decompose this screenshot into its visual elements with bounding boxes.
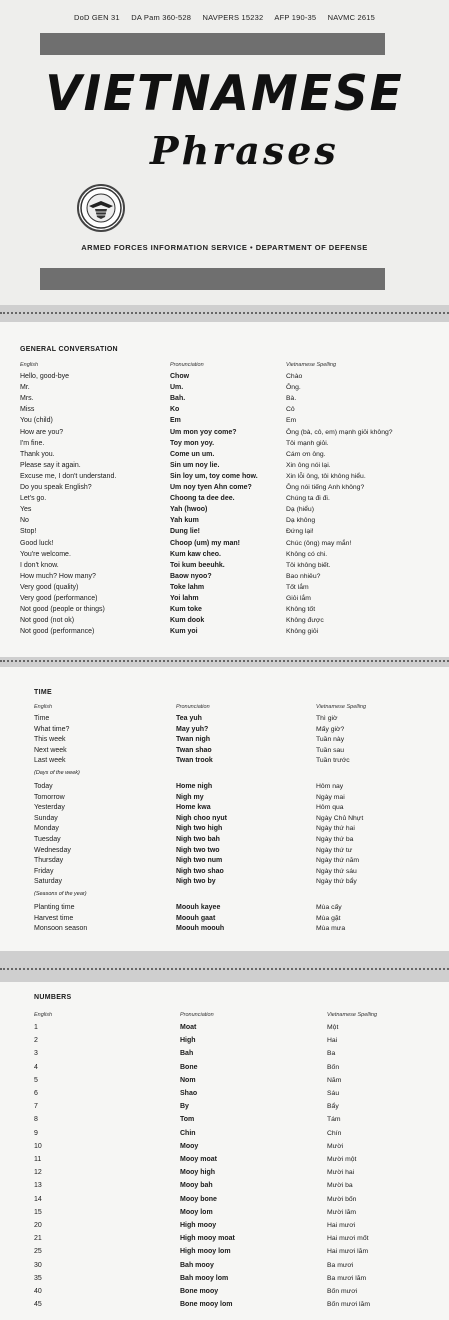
phrase-row [0, 724, 449, 735]
subsection-label: (Days of the week) [34, 770, 80, 776]
pronunciation-cell: Moouh gaat [176, 914, 216, 922]
phrase-row [0, 549, 449, 560]
english-cell: 9 [34, 1129, 38, 1137]
english-cell: Miss [20, 406, 35, 414]
english-cell: You (child) [20, 417, 53, 425]
english-cell: Stop! [20, 528, 37, 536]
english-cell: Excuse me, I don't understand. [20, 472, 117, 480]
phrase-row [0, 526, 449, 537]
fold-divider [0, 968, 449, 971]
english-cell: Yes [20, 506, 32, 514]
english-cell: Friday [34, 867, 54, 875]
phrase-row [0, 593, 449, 604]
pronunciation-cell: Kum dook [170, 617, 205, 625]
phrase-row [0, 1167, 449, 1178]
english-cell: Last week [34, 757, 66, 765]
pronunciation-cell: May yuh? [176, 725, 209, 733]
vietnamese-cell: Chín [327, 1129, 342, 1137]
vietnamese-cell: Tuần sau [316, 746, 345, 754]
pronunciation-cell: Tom [180, 1116, 195, 1124]
pronunciation-cell: Bah mooy [180, 1261, 214, 1269]
column-header-english: English [34, 704, 53, 710]
pronunciation-cell: Bah mooy lom [180, 1274, 229, 1282]
english-cell: 10 [34, 1142, 42, 1150]
pronunciation-cell: Dung lie! [170, 528, 200, 536]
phrase-row [0, 493, 449, 504]
english-cell: Thursday [34, 857, 64, 865]
english-cell: 4 [34, 1063, 38, 1071]
vietnamese-cell: Bà. [286, 395, 297, 403]
english-cell: 3 [34, 1050, 38, 1058]
english-cell: Harvest time [34, 914, 74, 922]
english-cell: Please say it again. [20, 461, 81, 469]
phrase-row [0, 1101, 449, 1112]
vietnamese-cell: Bao nhiêu? [286, 572, 321, 580]
vietnamese-cell: Ông (bà, cô, em) mạnh giỏi không? [286, 428, 393, 436]
pronunciation-cell: Twan trook [176, 757, 213, 765]
vietnamese-cell: Ngày thứ bẩy [316, 878, 357, 886]
vietnamese-cell: Mười [327, 1142, 344, 1150]
pronunciation-cell: High [180, 1037, 196, 1045]
phrase-row [0, 1141, 449, 1152]
publisher-line: ARMED FORCES INFORMATION SERVICE • DEPARTMENT OF DEFENSE [81, 243, 368, 252]
phrase-row [0, 393, 449, 404]
pronunciation-cell: Shao [180, 1090, 198, 1097]
vietnamese-cell: Thì giờ [316, 715, 338, 722]
english-cell: How much? How many? [20, 572, 96, 580]
vietnamese-cell: Chúng ta đi đi. [286, 495, 330, 503]
vietnamese-cell: Ngày mai [316, 793, 345, 801]
phrase-row [0, 866, 449, 877]
english-cell: 25 [34, 1248, 42, 1256]
vietnamese-cell: Bẩy [327, 1103, 339, 1111]
english-cell: What time? [34, 725, 70, 733]
phrase-row [0, 582, 449, 593]
english-cell: 6 [34, 1090, 38, 1097]
vietnamese-cell: Không có chi. [286, 550, 328, 558]
pronunciation-cell: Nigh choo nyut [176, 814, 227, 822]
english-cell: Monsoon season [34, 925, 88, 933]
vietnamese-cell: Tôi mạnh giỏi. [286, 439, 329, 447]
phrase-row [0, 538, 449, 549]
vietnamese-cell: Bốn mươi [327, 1288, 358, 1295]
column-header-vietnamese: Vietnamese Spelling [286, 362, 337, 368]
vietnamese-cell: Ngày thứ năm [316, 857, 360, 865]
pronunciation-cell: Nigh two bah [176, 836, 220, 843]
english-cell: Not good (people or things) [20, 606, 105, 614]
english-cell: Monday [34, 825, 59, 833]
vietnamese-cell: Mùa mưa [316, 925, 346, 933]
vietnamese-cell: Hôm qua [316, 804, 344, 812]
english-cell: Very good (quality) [20, 583, 79, 591]
english-cell: No [20, 517, 29, 525]
pronunciation-cell: Twan shao [176, 746, 212, 754]
vietnamese-cell: Ba mươi [327, 1261, 354, 1269]
pronunciation-cell: Um. [170, 384, 184, 392]
vietnamese-cell: Tuần trước [316, 757, 350, 765]
publication-codes: DoD GEN 31 DA Pam 360-528 NAVPERS 15232 AFP 190-35 NAVMC 2615 [74, 13, 375, 22]
pronunciation-cell: Mooy moat [180, 1156, 217, 1163]
english-cell: Mrs. [20, 395, 34, 403]
phrase-row [0, 460, 449, 471]
vietnamese-cell: Ba mươi lăm [327, 1274, 367, 1282]
vietnamese-cell: Chào [286, 373, 303, 380]
pronunciation-cell: Bah. [170, 395, 186, 403]
vietnamese-cell: Giỏi lắm [286, 595, 311, 602]
phrase-row [0, 560, 449, 571]
english-cell: 7 [34, 1103, 38, 1111]
general-conversation-section [0, 322, 449, 657]
phrase-row [0, 1286, 449, 1297]
phrase-row [0, 571, 449, 582]
vietnamese-cell: Không được [286, 617, 324, 625]
vietnamese-cell: Ngày thứ sáu [316, 867, 357, 875]
phrase-row [0, 1048, 449, 1059]
pronunciation-cell: Nom [180, 1076, 196, 1084]
vietnamese-cell: Cô [286, 406, 295, 414]
english-cell: 35 [34, 1274, 42, 1282]
cover-subtitle: Phrases [150, 128, 339, 173]
english-cell: Good luck! [20, 539, 54, 547]
phrase-row [0, 876, 449, 887]
subsection-label: (Seasons of the year) [34, 891, 87, 897]
column-header-vietnamese: Vietnamese Spelling [316, 704, 367, 710]
phrase-row [0, 1035, 449, 1046]
pronunciation-cell: Chow [170, 373, 190, 380]
english-cell: Thank you. [20, 450, 55, 458]
english-cell: 40 [34, 1288, 42, 1295]
english-cell: Tomorrow [34, 793, 65, 801]
pronunciation-cell: Nigh my [176, 793, 204, 801]
english-cell: 30 [34, 1261, 42, 1269]
vietnamese-cell: Ngày Chủ Nhựt [316, 814, 364, 822]
column-header-pronunciation: Pronunciation [180, 1012, 214, 1018]
vietnamese-cell: Không giỏi [286, 628, 319, 636]
vietnamese-cell: Cám ơn ông. [286, 450, 326, 458]
english-cell: Not good (performance) [20, 628, 95, 636]
phrase-row [0, 415, 449, 426]
column-header-english: English [34, 1012, 53, 1018]
vietnamese-cell: Mấy giờ? [316, 725, 345, 733]
phrase-row [0, 1075, 449, 1086]
pronunciation-cell: Yoi lahm [170, 595, 199, 602]
column-header-pronunciation: Pronunciation [176, 704, 210, 710]
phrase-row [0, 471, 449, 482]
vietnamese-cell: Dạ (hiểu) [286, 506, 314, 514]
pronunciation-cell: Sin loy um, toy come how. [170, 472, 258, 480]
vietnamese-cell: Bốn [327, 1063, 340, 1071]
pronunciation-cell: Tea yuh [176, 715, 202, 722]
pronunciation-cell: Kum toke [170, 606, 202, 614]
vietnamese-cell: Tôi không biết. [286, 561, 331, 569]
vietnamese-cell: Mười một [327, 1156, 357, 1163]
english-cell: 13 [34, 1182, 42, 1190]
vietnamese-cell: Hai mươi lăm [327, 1248, 369, 1256]
phrase-row [0, 382, 449, 393]
phrase-row [0, 504, 449, 515]
vietnamese-cell: Hai mươi mốt [327, 1235, 369, 1243]
pronunciation-cell: Toi kum beeuhk. [170, 561, 225, 569]
english-cell: I don't know. [20, 561, 59, 569]
vietnamese-cell: Tốt lắm [286, 583, 309, 591]
vietnamese-cell: Mười ba [327, 1182, 353, 1190]
english-cell: I'm fine. [20, 439, 45, 447]
english-cell: Mr. [20, 384, 30, 392]
english-cell: Very good (performance) [20, 595, 98, 602]
pronunciation-cell: Um mon yoy come? [170, 428, 237, 436]
english-cell: 1 [34, 1024, 38, 1031]
pronunciation-cell: Sin um noy lie. [170, 461, 220, 469]
english-cell: 20 [34, 1222, 42, 1229]
vietnamese-cell: Chúc (ông) may mắn! [286, 539, 352, 547]
phrase-row [0, 1260, 449, 1271]
english-cell: 11 [34, 1156, 42, 1163]
vietnamese-cell: Ông nói tiếng Anh không? [286, 484, 365, 491]
english-cell: 15 [34, 1208, 42, 1216]
phrase-row [0, 1062, 449, 1073]
english-cell: Yesterday [34, 804, 65, 812]
phrase-row [0, 845, 449, 856]
pronunciation-cell: Nigh two high [176, 825, 223, 833]
vietnamese-cell: Ông. [286, 384, 301, 392]
section-title: NUMBERS [34, 994, 72, 1001]
pronunciation-cell: Em [170, 417, 181, 425]
pronunciation-cell: Home nigh [176, 783, 213, 790]
column-header-pronunciation: Pronunciation [170, 362, 204, 368]
vietnamese-cell: Xin ông nói lại. [286, 461, 331, 469]
phrase-row [0, 823, 449, 834]
phrase-row [0, 1180, 449, 1191]
vietnamese-cell: Tám [327, 1116, 341, 1124]
vietnamese-cell: Không tốt [286, 606, 316, 614]
pronunciation-cell: Mooy bah [180, 1182, 213, 1190]
phrase-row [0, 755, 449, 766]
phrase-row [0, 923, 449, 934]
pronunciation-cell: Choong ta dee dee. [170, 495, 235, 503]
phrase-row [0, 1233, 449, 1244]
english-cell: 2 [34, 1037, 38, 1045]
pronunciation-cell: Nigh two by [176, 878, 216, 886]
english-cell: Next week [34, 746, 67, 754]
vietnamese-cell: Mười hai [327, 1169, 355, 1177]
pronunciation-cell: Home kwa [176, 804, 211, 812]
english-cell: This week [34, 736, 66, 744]
pronunciation-cell: Mooy bone [180, 1195, 217, 1203]
phrase-row [0, 834, 449, 845]
pronunciation-cell: Mooy [180, 1142, 199, 1150]
phrase-row [0, 1273, 449, 1284]
pronunciation-cell: Bah [180, 1050, 194, 1058]
pronunciation-cell: Ko [170, 406, 180, 414]
phrase-row [0, 626, 449, 637]
vietnamese-cell: Ngày thứ hai [316, 825, 355, 833]
english-cell: Do you speak English? [20, 484, 92, 491]
english-cell: Today [34, 783, 53, 790]
phrase-row [0, 1299, 449, 1310]
english-cell: Time [34, 715, 50, 722]
vietnamese-cell: Mùa gặt [316, 914, 341, 922]
numbers-section [0, 982, 449, 1320]
vietnamese-cell: Bốn mươi lăm [327, 1301, 371, 1309]
phrase-row [0, 1220, 449, 1231]
pronunciation-cell: Nigh two num [176, 857, 223, 865]
top-gray-bar [40, 33, 385, 55]
fold-divider [0, 660, 449, 663]
pronunciation-cell: Choop (um) my man! [170, 539, 240, 547]
phrase-row [0, 371, 449, 382]
cover-title: VIETNAMESE [45, 64, 404, 123]
section-title: GENERAL CONVERSATION [20, 346, 118, 353]
pronunciation-cell: Come un um. [170, 450, 215, 458]
phrase-row [0, 902, 449, 913]
pronunciation-cell: Toy mon yoy. [170, 439, 215, 447]
pronunciation-cell: Yah (hwoo) [170, 506, 208, 514]
pronunciation-cell: High mooy lom [180, 1248, 231, 1256]
pronunciation-cell: High mooy moat [180, 1235, 235, 1243]
vietnamese-cell: Một [327, 1024, 339, 1031]
pronunciation-cell: Baow nyoo? [170, 572, 212, 580]
pronunciation-cell: Twan nigh [176, 736, 211, 744]
phrase-row [0, 1246, 449, 1257]
phrase-row [0, 745, 449, 756]
vietnamese-cell: Mười lăm [327, 1208, 357, 1216]
pronunciation-cell: Um noy tyen Ahn come? [170, 484, 252, 491]
english-cell: 5 [34, 1076, 38, 1084]
english-cell: Tuesday [34, 836, 61, 843]
phrase-row [0, 1022, 449, 1033]
english-cell: Not good (not ok) [20, 617, 75, 625]
english-cell: 14 [34, 1195, 42, 1203]
english-cell: Let's go. [20, 495, 47, 503]
phrase-row [0, 781, 449, 792]
english-cell: 45 [34, 1301, 42, 1309]
phrase-row [0, 855, 449, 866]
english-cell: 8 [34, 1116, 38, 1124]
phrase-row [0, 615, 449, 626]
pronunciation-cell: Bone mooy lom [180, 1301, 233, 1309]
phrase-row [0, 1207, 449, 1218]
phrase-row [0, 792, 449, 803]
vietnamese-cell: Tuần này [316, 736, 345, 744]
phrase-row [0, 482, 449, 493]
phrase-row [0, 1194, 449, 1205]
english-cell: You're welcome. [20, 550, 71, 558]
vietnamese-cell: Ngày thứ ba [316, 836, 354, 843]
english-cell: 12 [34, 1169, 42, 1177]
vietnamese-cell: Hai [327, 1037, 338, 1045]
column-header-english: English [20, 362, 39, 368]
bottom-gray-bar [40, 268, 385, 290]
phrase-row [0, 734, 449, 745]
english-cell: Sunday [34, 814, 58, 822]
fold-divider [0, 312, 449, 315]
pronunciation-cell: Bone mooy [180, 1288, 219, 1295]
vietnamese-cell: Xin lỗi ông, tôi không hiểu. [286, 472, 366, 480]
pronunciation-cell: Yah kum [170, 517, 199, 525]
department-of-defense-seal-icon [77, 184, 125, 232]
english-cell: Planting time [34, 904, 75, 911]
time-section [0, 667, 449, 951]
english-cell: Wednesday [34, 846, 71, 854]
vietnamese-cell: Hai mươi [327, 1222, 356, 1229]
pronunciation-cell: High mooy [180, 1222, 217, 1229]
pronunciation-cell: Chin [180, 1129, 196, 1137]
phrase-row [0, 449, 449, 460]
vietnamese-cell: Mùa cấy [316, 904, 342, 911]
vietnamese-cell: Sáu [327, 1090, 340, 1097]
phrase-row [0, 1154, 449, 1165]
pronunciation-cell: Kum kaw cheo. [170, 550, 221, 558]
pronunciation-cell: Kum yoi [170, 628, 198, 636]
section-title: TIME [34, 689, 52, 696]
pronunciation-cell: Mooy lom [180, 1208, 213, 1216]
vietnamese-cell: Mười bốn [327, 1195, 357, 1203]
english-cell: How are you? [20, 428, 64, 436]
pronunciation-cell: By [180, 1103, 189, 1111]
vietnamese-cell: Ba [327, 1050, 336, 1058]
vietnamese-cell: Hôm nay [316, 783, 344, 790]
english-cell: Hello, good-bye [20, 373, 70, 380]
phrase-row [0, 913, 449, 924]
column-header-vietnamese: Vietnamese Spelling [327, 1012, 378, 1018]
english-cell: Saturday [34, 878, 63, 886]
vietnamese-cell: Dạ không [286, 517, 316, 525]
phrase-row [0, 427, 449, 438]
pronunciation-cell: Toke lahm [170, 583, 205, 591]
vietnamese-cell: Đứng lại! [286, 528, 314, 536]
pronunciation-cell: Moouh moouh [176, 925, 225, 933]
phrase-row [0, 438, 449, 449]
vietnamese-cell: Em [286, 417, 297, 425]
english-cell: 21 [34, 1235, 42, 1243]
phrase-row [0, 515, 449, 526]
phrase-row [0, 1088, 449, 1099]
phrase-row [0, 802, 449, 813]
phrase-row [0, 604, 449, 615]
phrase-row [0, 1128, 449, 1139]
pronunciation-cell: Nigh two shao [176, 867, 224, 875]
phrase-row [0, 813, 449, 824]
cover-page [0, 0, 449, 305]
vietnamese-cell: Năm [327, 1076, 342, 1084]
pronunciation-cell: Nigh two two [176, 846, 220, 854]
pronunciation-cell: Mooy high [180, 1169, 215, 1177]
phrase-row [0, 404, 449, 415]
pronunciation-cell: Moat [180, 1024, 197, 1031]
phrase-row [0, 1114, 449, 1125]
vietnamese-cell: Ngày thứ tư [316, 846, 353, 854]
phrase-row [0, 713, 449, 724]
pronunciation-cell: Moouh kayee [176, 904, 221, 911]
pronunciation-cell: Bone [180, 1063, 198, 1071]
